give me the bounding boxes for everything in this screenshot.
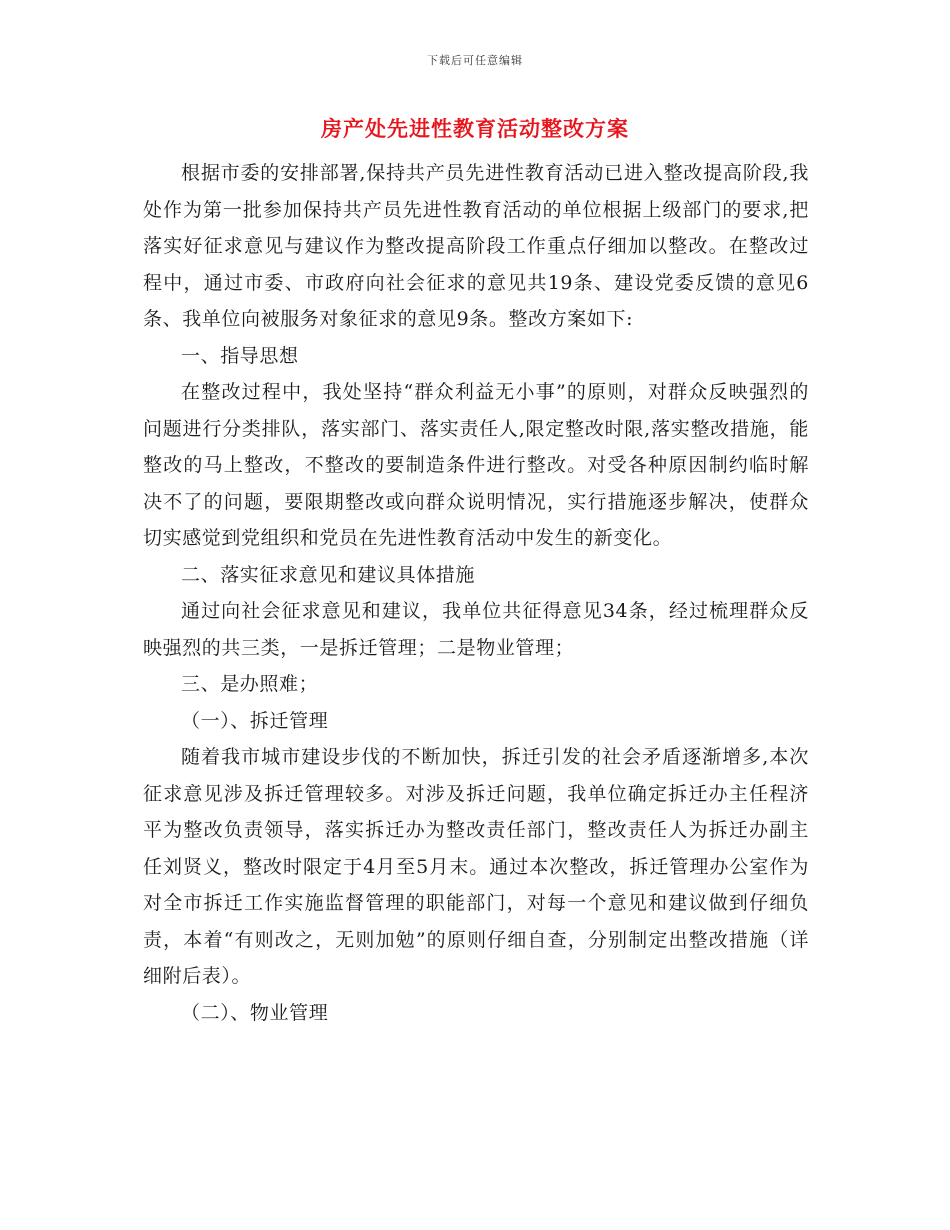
section-heading-guiding-thought: 一、指导思想 bbox=[181, 344, 299, 367]
document-title: 房产处先进性教育活动整改方案 bbox=[321, 116, 629, 141]
demolition-paragraph: 随着我市城市建设步伐的不断加快，拆迁引发的社会矛盾逐渐增多,本次征求意见涉及拆迁管理较多。对涉及拆迁问题，我单位确定拆迁办主任程济平为整改负责领导，落实拆迁办为整改责任部门，整改责任人为拆迁办副主任刘贤义，整改时限定于4月至5月末。通过本次整改，拆迁管理办公室作为对全市拆迁工作实施监督管理的职能部门，对每一个意见和建议做到仔细负责，本着“有则改之，无则加勉”的原则仔细自查，分别制定出整改措施（详细附后表）。 bbox=[143, 746, 809, 987]
document-body bbox=[143, 155, 809, 1031]
section-heading-measures: 二、落实征求意见和建议具体措施 bbox=[181, 563, 476, 586]
measures-paragraph: 通过向社会征求意见和建议，我单位共征得意见34条，经过梳理群众反映强烈的共三类，一是拆迁管理；二是物业管理； bbox=[143, 600, 809, 659]
header-note: 下载后可任意编辑 bbox=[427, 54, 523, 67]
intro-paragraph: 根据市委的安排部署,保持共产员先进性教育活动已进入整改提高阶段,我处作为第一批参加保持共产员先进性教育活动的单位根据上级部门的要求,把落实好征求意见与建议作为整改提高阶段工作重点仔细加以整改。在整改过程中，通过市委、市政府向社会征求的意见共19条、建设党委反馈的意见6条、我单位向被服务对象征求的意见9条。整改方案如下: bbox=[143, 162, 809, 330]
subsection-heading-property: （二）、物业管理 bbox=[181, 1001, 329, 1024]
section-heading-licensing: 三、是办照难； bbox=[181, 673, 319, 695]
subsection-heading-demolition: （一）、拆迁管理 bbox=[181, 709, 329, 732]
guiding-thought-paragraph: 在整改过程中，我处坚持“群众利益无小事”的原则，对群众反映强烈的问题进行分类排队，落实部门、落实责任人,限定整改时限,落实整改措施，能整改的马上整改，不整改的要制造条件进行整改。对受各种原因制约临时解决不了的问题，要限期整改或向群众说明情况，实行措施逐步解决，使群众切实感觉到党组织和党员在先进性教育活动中发生的新变化。 bbox=[143, 381, 809, 549]
